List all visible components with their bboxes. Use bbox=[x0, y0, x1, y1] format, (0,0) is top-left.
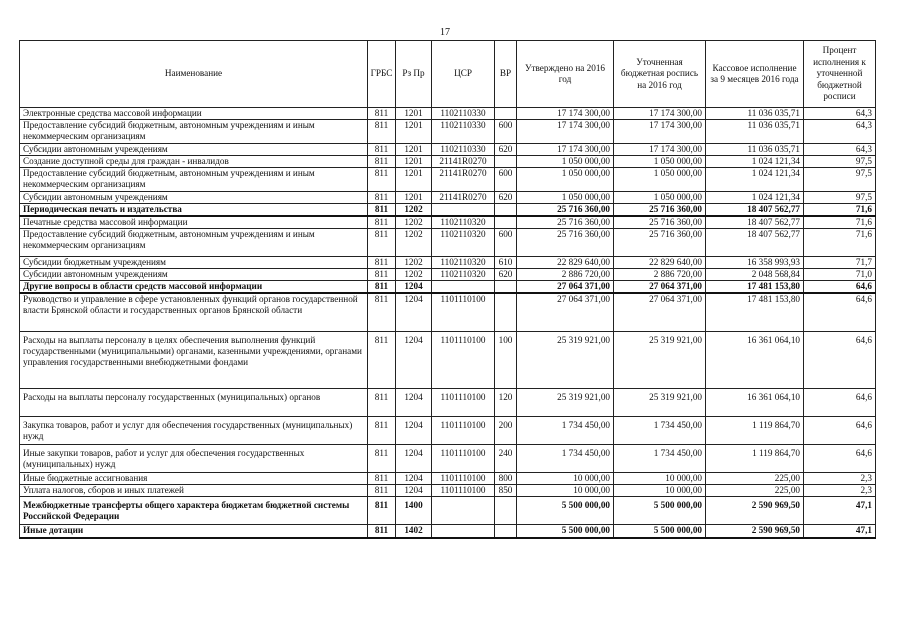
cell-csr: 1102110330 bbox=[432, 108, 495, 120]
cell-cash: 18 407 562,77 bbox=[706, 216, 804, 229]
cell-csr bbox=[432, 204, 495, 217]
cell-vr: 850 bbox=[495, 484, 517, 496]
cell-vr: 600 bbox=[495, 168, 517, 192]
cell-rzpr: 1202 bbox=[396, 216, 432, 229]
cell-name: Межбюджетные трансферты общего характера бюджетам бюджетной системы Российской Федерации bbox=[20, 496, 368, 524]
cell-rzpr: 1400 bbox=[396, 496, 432, 524]
cell-approved: 17 174 300,00 bbox=[517, 120, 614, 144]
cell-vr: 120 bbox=[495, 388, 517, 416]
cell-csr bbox=[432, 281, 495, 294]
cell-refined: 27 064 371,00 bbox=[614, 293, 706, 331]
cell-rzpr: 1402 bbox=[396, 524, 432, 538]
cell-name: Закупка товаров, работ и услуг для обеспечения государственных (муниципальных) нужд bbox=[20, 416, 368, 444]
cell-percent: 64,3 bbox=[804, 120, 876, 144]
cell-grbs: 811 bbox=[368, 496, 396, 524]
cell-name: Иные дотации bbox=[20, 524, 368, 538]
cell-name: Субсидии бюджетным учреждениям bbox=[20, 257, 368, 269]
cell-grbs: 811 bbox=[368, 269, 396, 281]
table-row bbox=[20, 388, 876, 416]
cell-grbs: 811 bbox=[368, 444, 396, 472]
cell-name: Предоставление субсидий бюджетным, автономным учреждениям и иным некоммерческим организациям bbox=[20, 229, 368, 257]
cell-rzpr: 1204 bbox=[396, 281, 432, 294]
cell-percent: 97,5 bbox=[804, 156, 876, 168]
cell-vr bbox=[495, 204, 517, 217]
table-row bbox=[20, 524, 876, 538]
cell-csr: 1102110320 bbox=[432, 216, 495, 229]
cell-refined: 27 064 371,00 bbox=[614, 281, 706, 294]
cell-rzpr: 1201 bbox=[396, 168, 432, 192]
cell-csr bbox=[432, 496, 495, 524]
cell-vr: 620 bbox=[495, 192, 517, 204]
cell-grbs: 811 bbox=[368, 416, 396, 444]
cell-cash: 2 590 969,50 bbox=[706, 524, 804, 538]
table-row bbox=[20, 293, 876, 331]
cell-cash: 1 024 121,34 bbox=[706, 156, 804, 168]
cell-rzpr: 1201 bbox=[396, 120, 432, 144]
header-approved: Утверждено на 2016 год bbox=[517, 41, 614, 108]
cell-percent: 64,6 bbox=[804, 293, 876, 331]
cell-refined: 17 174 300,00 bbox=[614, 144, 706, 156]
cell-cash: 11 036 035,71 bbox=[706, 120, 804, 144]
cell-vr bbox=[495, 216, 517, 229]
cell-csr: 1102110330 bbox=[432, 144, 495, 156]
cell-refined: 5 500 000,00 bbox=[614, 496, 706, 524]
cell-rzpr: 1201 bbox=[396, 108, 432, 120]
cell-cash: 16 361 064,10 bbox=[706, 331, 804, 388]
cell-rzpr: 1201 bbox=[396, 156, 432, 168]
cell-approved: 25 716 360,00 bbox=[517, 229, 614, 257]
cell-approved: 1 050 000,00 bbox=[517, 156, 614, 168]
cell-vr: 600 bbox=[495, 120, 517, 144]
cell-csr: 1101110100 bbox=[432, 484, 495, 496]
cell-name: Иные бюджетные ассигнования bbox=[20, 472, 368, 484]
cell-rzpr: 1204 bbox=[396, 484, 432, 496]
table-row bbox=[20, 484, 876, 496]
cell-refined: 22 829 640,00 bbox=[614, 257, 706, 269]
cell-csr: 1101110100 bbox=[432, 293, 495, 331]
cell-approved: 1 734 450,00 bbox=[517, 416, 614, 444]
cell-percent: 2,3 bbox=[804, 484, 876, 496]
cell-cash: 225,00 bbox=[706, 484, 804, 496]
cell-percent: 64,6 bbox=[804, 444, 876, 472]
cell-approved: 1 734 450,00 bbox=[517, 444, 614, 472]
cell-grbs: 811 bbox=[368, 257, 396, 269]
cell-cash: 18 407 562,77 bbox=[706, 204, 804, 217]
cell-csr: 1102110320 bbox=[432, 269, 495, 281]
cell-grbs: 811 bbox=[368, 192, 396, 204]
cell-vr bbox=[495, 156, 517, 168]
cell-vr: 100 bbox=[495, 331, 517, 388]
table-row bbox=[20, 257, 876, 269]
cell-refined: 10 000,00 bbox=[614, 472, 706, 484]
header-refined: Уточненная бюджетная роспись на 2016 год bbox=[614, 41, 706, 108]
cell-vr bbox=[495, 281, 517, 294]
table-row bbox=[20, 496, 876, 524]
cell-refined: 17 174 300,00 bbox=[614, 108, 706, 120]
cell-rzpr: 1202 bbox=[396, 204, 432, 217]
cell-approved: 5 500 000,00 bbox=[517, 524, 614, 538]
header-name: Наименование bbox=[20, 41, 368, 108]
cell-rzpr: 1202 bbox=[396, 269, 432, 281]
cell-name: Уплата налогов, сборов и иных платежей bbox=[20, 484, 368, 496]
cell-refined: 25 319 921,00 bbox=[614, 331, 706, 388]
cell-name: Руководство и управление в сфере установленных функций органов государственной власти Брянской области и государственных органов Брянской области bbox=[20, 293, 368, 331]
cell-name: Расходы на выплаты персоналу государственных (муниципальных) органов bbox=[20, 388, 368, 416]
cell-grbs: 811 bbox=[368, 156, 396, 168]
cell-percent: 71,0 bbox=[804, 269, 876, 281]
page-number: 17 bbox=[440, 27, 450, 38]
budget-table bbox=[19, 40, 876, 539]
cell-approved: 25 319 921,00 bbox=[517, 388, 614, 416]
cell-approved: 17 174 300,00 bbox=[517, 144, 614, 156]
cell-refined: 10 000,00 bbox=[614, 484, 706, 496]
cell-approved: 2 886 720,00 bbox=[517, 269, 614, 281]
cell-percent: 64,6 bbox=[804, 281, 876, 294]
cell-percent: 64,6 bbox=[804, 416, 876, 444]
cell-vr bbox=[495, 293, 517, 331]
cell-refined: 25 716 360,00 bbox=[614, 229, 706, 257]
header-vr: ВР bbox=[495, 41, 517, 108]
cell-approved: 25 716 360,00 bbox=[517, 216, 614, 229]
cell-percent: 47,1 bbox=[804, 524, 876, 538]
cell-name: Создание доступной среды для граждан - инвалидов bbox=[20, 156, 368, 168]
header-grbs: ГРБС bbox=[368, 41, 396, 108]
table-row bbox=[20, 444, 876, 472]
cell-grbs: 811 bbox=[368, 388, 396, 416]
cell-cash: 1 024 121,34 bbox=[706, 192, 804, 204]
cell-refined: 1 050 000,00 bbox=[614, 156, 706, 168]
cell-vr bbox=[495, 108, 517, 120]
table-row bbox=[20, 120, 876, 144]
cell-approved: 1 050 000,00 bbox=[517, 192, 614, 204]
cell-cash: 1 119 864,70 bbox=[706, 416, 804, 444]
cell-csr: 1102110320 bbox=[432, 257, 495, 269]
table-row bbox=[20, 269, 876, 281]
cell-percent: 2,3 bbox=[804, 472, 876, 484]
cell-name: Субсидии автономным учреждениям bbox=[20, 144, 368, 156]
cell-refined: 1 734 450,00 bbox=[614, 444, 706, 472]
cell-percent: 71,6 bbox=[804, 216, 876, 229]
table-row bbox=[20, 156, 876, 168]
cell-name: Предоставление субсидий бюджетным, автономным учреждениям и иным некоммерческим организациям bbox=[20, 168, 368, 192]
header-cash: Кассовое исполнение за 9 месяцев 2016 года bbox=[706, 41, 804, 108]
cell-csr: 1101110100 bbox=[432, 388, 495, 416]
cell-csr: 21141R0270 bbox=[432, 168, 495, 192]
cell-cash: 16 358 993,93 bbox=[706, 257, 804, 269]
cell-cash: 16 361 064,10 bbox=[706, 388, 804, 416]
cell-csr: 1102110320 bbox=[432, 229, 495, 257]
cell-vr: 600 bbox=[495, 229, 517, 257]
cell-refined: 1 050 000,00 bbox=[614, 192, 706, 204]
cell-cash: 11 036 035,71 bbox=[706, 108, 804, 120]
cell-csr: 21141R0270 bbox=[432, 192, 495, 204]
cell-csr: 1102110330 bbox=[432, 120, 495, 144]
cell-approved: 10 000,00 bbox=[517, 484, 614, 496]
cell-percent: 71,6 bbox=[804, 229, 876, 257]
cell-cash: 1 024 121,34 bbox=[706, 168, 804, 192]
cell-approved: 25 716 360,00 bbox=[517, 204, 614, 217]
cell-rzpr: 1201 bbox=[396, 144, 432, 156]
cell-rzpr: 1201 bbox=[396, 192, 432, 204]
cell-approved: 17 174 300,00 bbox=[517, 108, 614, 120]
cell-cash: 11 036 035,71 bbox=[706, 144, 804, 156]
cell-grbs: 811 bbox=[368, 144, 396, 156]
table-row bbox=[20, 416, 876, 444]
cell-approved: 27 064 371,00 bbox=[517, 281, 614, 294]
cell-rzpr: 1204 bbox=[396, 472, 432, 484]
cell-name: Предоставление субсидий бюджетным, автономным учреждениям и иным некоммерческим организациям bbox=[20, 120, 368, 144]
cell-cash: 17 481 153,80 bbox=[706, 281, 804, 294]
cell-cash: 2 590 969,50 bbox=[706, 496, 804, 524]
table-row bbox=[20, 216, 876, 229]
cell-percent: 64,6 bbox=[804, 331, 876, 388]
cell-name: Субсидии автономным учреждениям bbox=[20, 192, 368, 204]
cell-vr: 610 bbox=[495, 257, 517, 269]
cell-refined: 17 174 300,00 bbox=[614, 120, 706, 144]
cell-vr: 200 bbox=[495, 416, 517, 444]
cell-cash: 18 407 562,77 bbox=[706, 229, 804, 257]
cell-percent: 64,6 bbox=[804, 388, 876, 416]
cell-csr: 1101110100 bbox=[432, 331, 495, 388]
header-rzpr: Рз Пр bbox=[396, 41, 432, 108]
cell-grbs: 811 bbox=[368, 293, 396, 331]
cell-approved: 27 064 371,00 bbox=[517, 293, 614, 331]
cell-grbs: 811 bbox=[368, 168, 396, 192]
cell-percent: 71,6 bbox=[804, 204, 876, 217]
cell-name: Другие вопросы в области средств массовой информации bbox=[20, 281, 368, 294]
cell-name: Периодическая печать и издательства bbox=[20, 204, 368, 217]
cell-approved: 1 050 000,00 bbox=[517, 168, 614, 192]
cell-rzpr: 1204 bbox=[396, 416, 432, 444]
cell-grbs: 811 bbox=[368, 331, 396, 388]
cell-refined: 2 886 720,00 bbox=[614, 269, 706, 281]
cell-name: Расходы на выплаты персоналу в целях обеспечения выполнения функций государственными (муниципальными) органами, казенными учреждениями, органами управления государственными внебюджетными фондами bbox=[20, 331, 368, 388]
header-percent: Процент исполнения к уточненной бюджетной росписи bbox=[804, 41, 876, 108]
table-row bbox=[20, 331, 876, 388]
cell-grbs: 811 bbox=[368, 204, 396, 217]
cell-refined: 1 734 450,00 bbox=[614, 416, 706, 444]
table-row bbox=[20, 108, 876, 120]
table-row bbox=[20, 281, 876, 294]
cell-vr: 620 bbox=[495, 144, 517, 156]
cell-percent: 97,5 bbox=[804, 168, 876, 192]
cell-cash: 2 048 568,84 bbox=[706, 269, 804, 281]
cell-approved: 10 000,00 bbox=[517, 472, 614, 484]
cell-grbs: 811 bbox=[368, 484, 396, 496]
table-row bbox=[20, 204, 876, 217]
cell-vr: 620 bbox=[495, 269, 517, 281]
cell-vr bbox=[495, 524, 517, 538]
cell-rzpr: 1204 bbox=[396, 444, 432, 472]
cell-percent: 64,3 bbox=[804, 144, 876, 156]
cell-csr: 1101110100 bbox=[432, 416, 495, 444]
cell-cash: 1 119 864,70 bbox=[706, 444, 804, 472]
cell-refined: 1 050 000,00 bbox=[614, 168, 706, 192]
cell-grbs: 811 bbox=[368, 108, 396, 120]
cell-percent: 64,3 bbox=[804, 108, 876, 120]
cell-rzpr: 1204 bbox=[396, 331, 432, 388]
cell-cash: 17 481 153,80 bbox=[706, 293, 804, 331]
cell-vr: 800 bbox=[495, 472, 517, 484]
header-csr: ЦСР bbox=[432, 41, 495, 108]
table-row bbox=[20, 144, 876, 156]
cell-rzpr: 1204 bbox=[396, 388, 432, 416]
cell-grbs: 811 bbox=[368, 120, 396, 144]
cell-rzpr: 1202 bbox=[396, 229, 432, 257]
cell-percent: 47,1 bbox=[804, 496, 876, 524]
cell-csr bbox=[432, 524, 495, 538]
cell-refined: 25 716 360,00 bbox=[614, 204, 706, 217]
cell-refined: 25 319 921,00 bbox=[614, 388, 706, 416]
cell-rzpr: 1202 bbox=[396, 257, 432, 269]
cell-percent: 71,7 bbox=[804, 257, 876, 269]
table-row bbox=[20, 229, 876, 257]
cell-refined: 5 500 000,00 bbox=[614, 524, 706, 538]
cell-grbs: 811 bbox=[368, 216, 396, 229]
cell-name: Печатные средства массовой информации bbox=[20, 216, 368, 229]
cell-approved: 22 829 640,00 bbox=[517, 257, 614, 269]
cell-name: Субсидии автономным учреждениям bbox=[20, 269, 368, 281]
cell-vr: 240 bbox=[495, 444, 517, 472]
cell-csr: 21141R0270 bbox=[432, 156, 495, 168]
cell-grbs: 811 bbox=[368, 472, 396, 484]
cell-approved: 5 500 000,00 bbox=[517, 496, 614, 524]
cell-name: Электронные средства массовой информации bbox=[20, 108, 368, 120]
table-row bbox=[20, 472, 876, 484]
cell-csr: 1101110100 bbox=[432, 444, 495, 472]
cell-name: Иные закупки товаров, работ и услуг для обеспечения государственных (муниципальных) нужд bbox=[20, 444, 368, 472]
cell-cash: 225,00 bbox=[706, 472, 804, 484]
cell-grbs: 811 bbox=[368, 229, 396, 257]
cell-grbs: 811 bbox=[368, 524, 396, 538]
cell-rzpr: 1204 bbox=[396, 293, 432, 331]
cell-refined: 25 716 360,00 bbox=[614, 216, 706, 229]
cell-percent: 97,5 bbox=[804, 192, 876, 204]
table-row bbox=[20, 168, 876, 192]
table-row bbox=[20, 192, 876, 204]
cell-vr bbox=[495, 496, 517, 524]
cell-csr: 1101110100 bbox=[432, 472, 495, 484]
cell-grbs: 811 bbox=[368, 281, 396, 294]
cell-approved: 25 319 921,00 bbox=[517, 331, 614, 388]
table-header-row bbox=[20, 41, 876, 108]
